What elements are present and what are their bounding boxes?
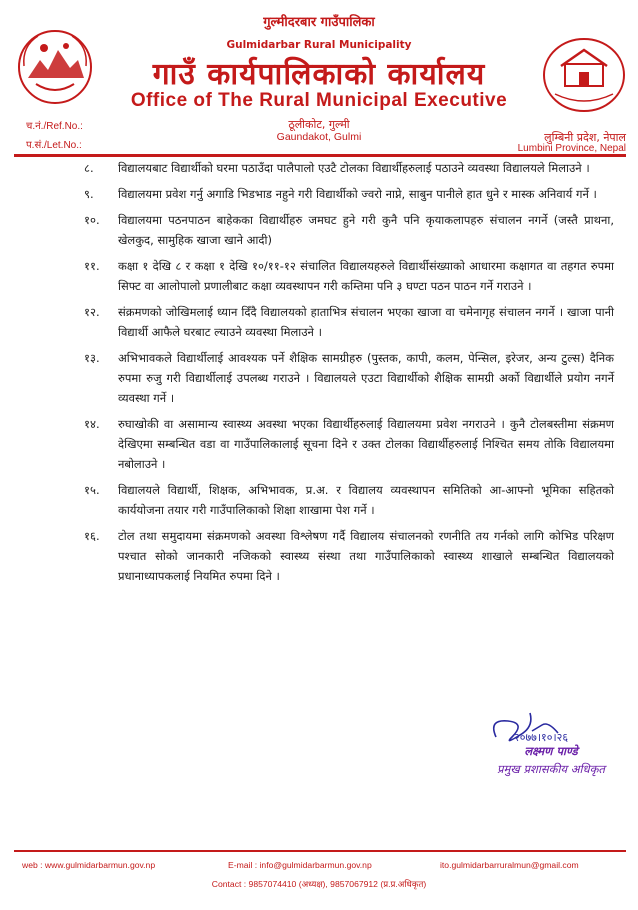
list-item [84, 210, 614, 250]
header-divider [14, 154, 626, 157]
item-number: ११. [84, 259, 100, 273]
item-number: १४. [84, 417, 100, 431]
place-nepali: ठूलीकोट, गुल्मी [288, 118, 350, 131]
list-item [84, 256, 614, 296]
office-title-english: Office of The Rural Municipal Executive [130, 90, 508, 111]
item-text: विद्यालयबाट विद्यार्थीको घरमा पठाउँदा पालैपालो एउटै टोलका विद्यार्थीहरुलाई पठाउने व्यवस्था विद्यालयले मिलाउने । [118, 161, 590, 175]
item-number: १६. [84, 529, 100, 543]
item-number: १२. [84, 305, 100, 319]
item-text: अभिभावकले विद्यार्थीलाई आवश्यक पर्ने शैक्षिक सामग्रीहरु (पुस्तक, कापी, कलम, पेन्सिल, इरेजर, अन्य टुल्स) दैनिक रुपमा रुजु गरी विद्यार्थीलाई उपलब्ध गराउने । विद्यालयले एउटा विद्यार्थीको शैक्षिक सामग्री अर्को विद्यार्थीले प्रयोग नगर्ने व्यवस्था गर्ने । [118, 351, 614, 405]
letter-number-label: प.सं./Let.No.: [26, 140, 82, 151]
office-title-nepali: गाउँ कार्यपालिकाको कार्यालय [152, 57, 486, 92]
place-english: Gaundakot, Gulmi [276, 131, 362, 143]
list-item [84, 480, 614, 520]
item-number: १५. [84, 483, 100, 497]
list-item [84, 302, 614, 342]
list-item [84, 184, 614, 204]
list-item [84, 414, 614, 474]
list-item [84, 158, 614, 178]
signatory-title: प्रमुख प्रशासकीय अधिकृत [497, 762, 605, 776]
footer-email-secondary: ito.gulmidarbarruralmun@gmail.com [440, 860, 579, 870]
directive-list [84, 158, 614, 592]
item-text: विद्यालयले विद्यार्थी, शिक्षक, अभिभावक, प्र.अ. र विद्यालय व्यवस्थापन समितिको आ-आफ्नो भूमिका सहितको कार्ययोजना तयार गरी गाउँपालिकाको शिक्षा शाखामा पेश गर्ने । [118, 483, 614, 517]
signatory-name: लक्ष्मण पाण्डे [524, 744, 578, 758]
province-nepali: लुम्बिनी प्रदेश, नेपाल [544, 131, 626, 144]
item-number: ९. [84, 187, 94, 201]
municipality-name-english: Gulmidarbar Rural Municipality [226, 39, 412, 51]
footer-contact: Contact : 9857074410 (अध्यक्ष), 9857067912 (प्र.प्र.अधिकृत) [211, 879, 427, 889]
municipality-name-nepali: गुल्मीदरबार गाउँपालिका [263, 15, 375, 30]
ref-number-label: च.नं./Ref.No.: [26, 121, 83, 132]
signature-date: २०७७।१०।२६ [514, 731, 569, 744]
item-text: विद्यालयमा पठनपाठन बाहेकका विद्यार्थीहरु जमघट हुने गरी कुनै पनि कृयाकलापहरु संचालन नगर्ने (जस्तै प्राथना, खेलकुद, सामुहिक खाजा खाने आदी) [118, 213, 614, 247]
item-text: रुघाखोकी वा असामान्य स्वास्थ्य अवस्था भएका विद्यार्थीहरुलाई विद्यालयमा प्रवेश नगराउने । कुनै टोलबस्तीमा संक्रमण देखिएमा सम्बन्धित वडा वा गाउँपालिकालाई सूचना दिने र उक्त टोलका विद्यार्थीहरुलाई निश्चित समय तोकि विद्यालयमा नबोलाउने । [118, 417, 614, 471]
footer-divider [14, 850, 626, 852]
footer-web: web : www.gulmidarbarmun.gov.np [22, 860, 156, 870]
item-text: कक्षा १ देखि ८ र कक्षा १ देखि १०/११-१२ संचालित विद्यालयहरुले विद्यार्थीसंख्याको आधारमा कक्षागत वा तहगत रुपमा सिफ्ट वा आलोपालो प्रणालीबाट कक्षा व्यवस्थापन गरी कम्तिमा पनि ३ घण्टा पठन पाठन गर्ने गराउने । [118, 259, 614, 293]
item-text: टोल तथा समुदायमा संक्रमणको अवस्था विश्लेषण गर्दै विद्यालय संचालनको रणनीति तय गर्नको लागि कोभिड परिक्षण पश्चात सोको जानकारी नजिकको स्वास्थ्य संस्था तथा गाउँपालिकाको स्वास्थ्य शाखाले सम्बन्धित विद्यालयको प्रधानाध्यापकलाई नियमित रुपमा दिने । [118, 529, 614, 583]
item-number: ८. [84, 161, 94, 175]
item-text: विद्यालयमा प्रवेश गर्नु अगाडि भिडभाड नहुने गरी विद्यार्थीको ज्वरो नाप्ने, साबुन पानीले हात धुने र मास्क अनिवार्य गर्ने । [118, 187, 597, 201]
item-number: १३. [84, 351, 100, 365]
list-item [84, 526, 614, 586]
item-number: १०. [84, 213, 100, 227]
province-english: Lumbini Province, Nepal [517, 143, 626, 154]
footer-email: E-mail : info@gulmidarbarmun.gov.np [228, 860, 372, 870]
list-item [84, 348, 614, 408]
item-text: संक्रमणको जोखिमलाई ध्यान दिँदै विद्यालयको हाताभित्र संचालन भएका खाजा वा चमेनागृह संचालन नगर्ने । खाजा पानी विद्यार्थी आफैले घरबाट ल्याउने व्यवस्था मिलाउने । [118, 305, 614, 339]
